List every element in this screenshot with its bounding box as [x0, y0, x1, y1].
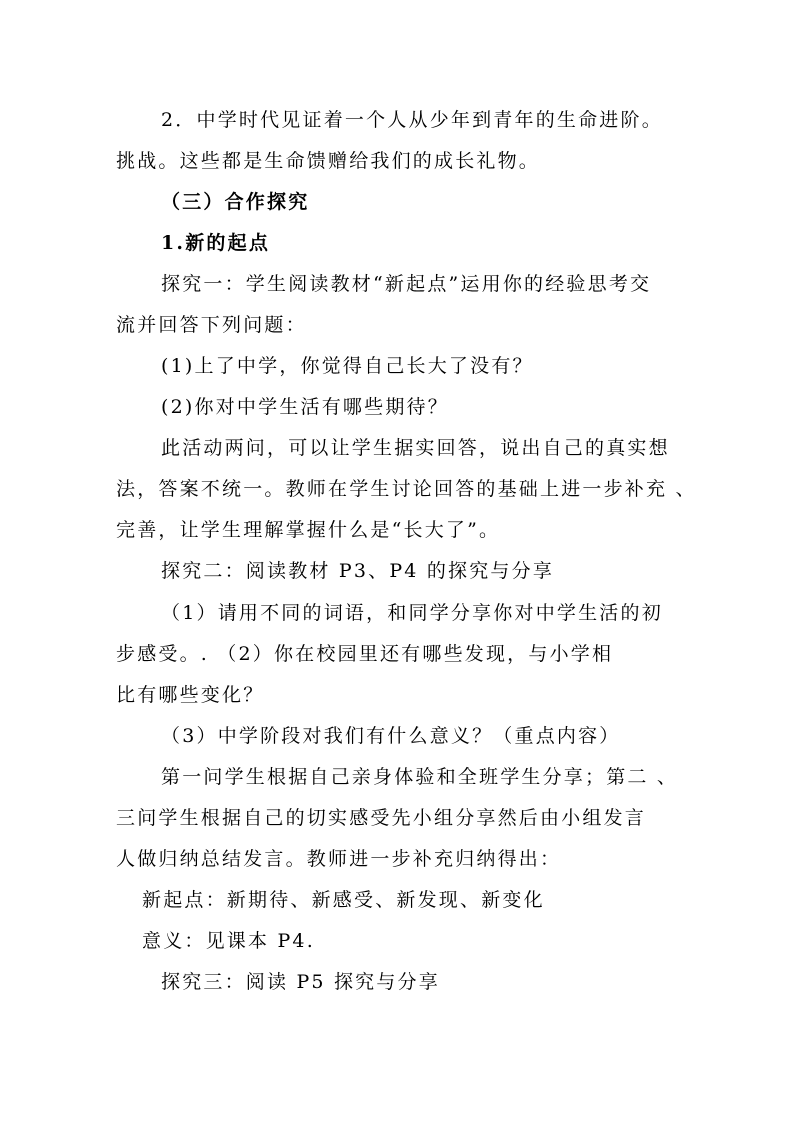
inquiry-one-intro: 探究一：学生阅读教材“新起点”运用你的经验思考交 — [161, 273, 652, 295]
activity-note-cont-1: 法，答案不统一。教师在学生讨论回答的基础上进一步补充 、 — [116, 478, 697, 500]
subsection-heading: 1.新的起点 — [161, 232, 271, 254]
summary-new-start: 新起点：新期待、新感受、新发现、新变化 — [142, 889, 545, 911]
inquiry-two-intro: 探究二：阅读教材 P3、P4 的探究与分享 — [161, 560, 555, 582]
inquiry-two-q3: （3）中学阶段对我们有什么意义？（重点内容） — [161, 725, 621, 747]
activity-note-cont-2: 完善，让学生理解掌握什么是“长大了”。 — [116, 519, 501, 541]
paragraph-continuation: 挑战。这些都是生命馈赠给我们的成长礼物。 — [116, 150, 541, 172]
section-heading: （三）合作探究 — [161, 191, 310, 213]
inquiry-two-q1-cont: 步感受。. （2）你在校园里还有哪些发现，与小学相 — [116, 643, 614, 665]
inquiry-one-intro-cont: 流并回答下列问题： — [116, 314, 307, 336]
discussion-note-cont-1: 三问学生根据自己的切实感受先小组分享然后由小组发言 — [116, 807, 647, 829]
discussion-note: 第一问学生根据自己亲身体验和全班学生分享；第二 、 — [161, 766, 679, 788]
discussion-note-cont-2: 人做归纳总结发言。教师进一步补充归纳得出： — [116, 848, 562, 870]
question-2: (2)你对中学生活有哪些期待？ — [161, 396, 449, 418]
inquiry-two-q2-cont: 比有哪些变化？ — [116, 684, 265, 706]
summary-meaning: 意义：见课本 P4. — [142, 930, 315, 952]
inquiry-three-intro: 探究三：阅读 P5 探究与分享 — [161, 971, 440, 993]
paragraph-point-2: 2．中学时代见证着一个人从少年到青年的生命进阶。 — [161, 109, 663, 131]
activity-note: 此活动两问，可以让学生据实回答，说出自己的真实想 — [161, 437, 670, 459]
question-1: (1)上了中学，你觉得自己长大了没有？ — [161, 355, 534, 377]
inquiry-two-q1: （1）请用不同的词语，和同学分享你对中学生活的初 — [161, 602, 663, 624]
